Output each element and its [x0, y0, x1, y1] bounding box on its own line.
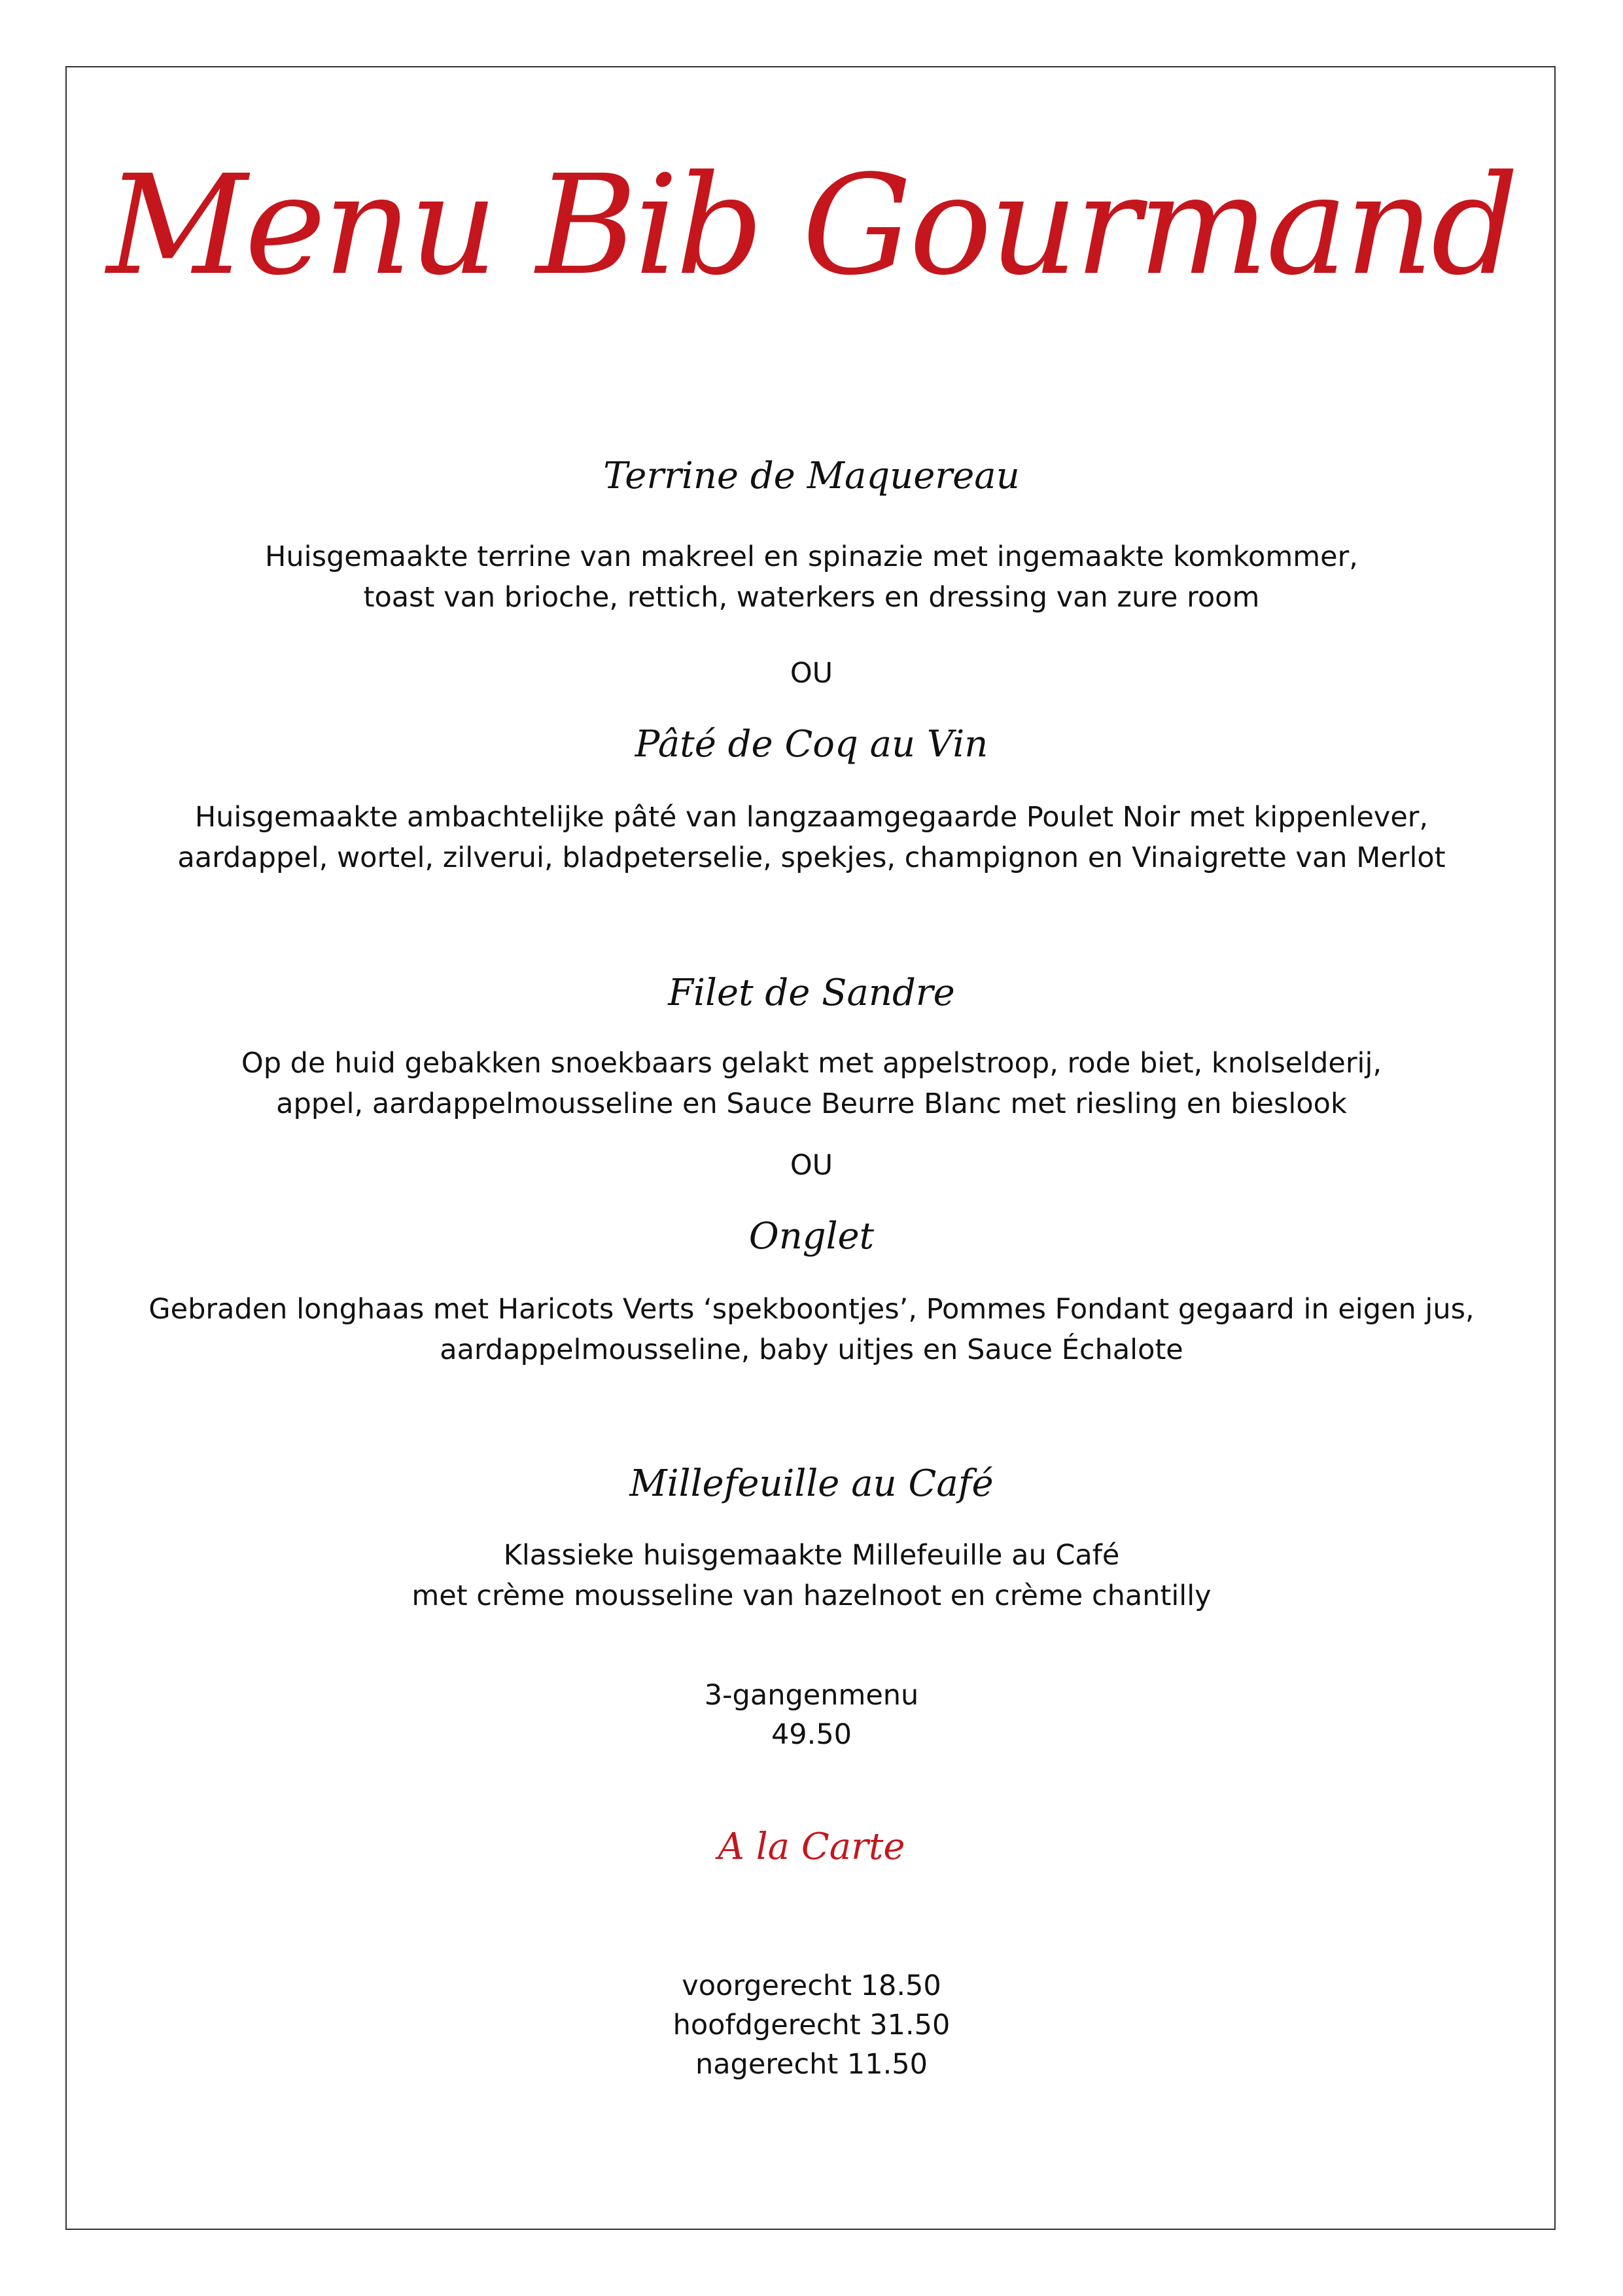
starter-or-label: OU	[790, 657, 833, 690]
a-la-carte-main-price: hoofdgerecht 31.50	[672, 2009, 951, 2041]
main-2-description-line-1: Gebraden longhaas met Haricots Verts ‘spekboontjes’, Pommes Fondant gegaard in eigen jus,	[148, 1293, 1475, 1326]
starter-1-description-line-1: Huisgemaakte terrine van makreel en spinazie met ingemaakte komkommer,	[265, 540, 1358, 573]
a-la-carte-dessert-price: nagerecht 11.50	[695, 2048, 928, 2081]
main-1-description-line-2: appel, aardappelmousseline en Sauce Beurre Blanc met riesling en bieslook	[276, 1087, 1347, 1120]
starter-2-description-line-1: Huisgemaakte ambachtelijke pâté van langzaamgegaarde Poulet Noir met kippenlever,	[194, 801, 1429, 834]
menu-title: Menu Bib Gourmand	[106, 145, 1517, 306]
menu-price-label: 3-gangenmenu	[704, 1679, 919, 1712]
starter-1-description-line-2: toast van brioche, rettich, waterkers en dressing van zure room	[363, 581, 1260, 614]
starter-2-description-line-2: aardappel, wortel, zilverui, bladpeterselie, spekjes, champignon en Vinaigrette van Merlot	[177, 841, 1446, 874]
starter-1-name: Terrine de Maquereau	[603, 455, 1020, 497]
a-la-carte-heading: A la Carte	[718, 1826, 905, 1868]
main-or-label: OU	[790, 1149, 833, 1182]
starter-2-name: Pâté de Coq au Vin	[635, 723, 988, 766]
menu-price-value: 49.50	[771, 1718, 852, 1751]
dessert-name: Millefeuille au Café	[629, 1462, 994, 1505]
dessert-description-line-2: met crème mousseline van hazelnoot en crème chantilly	[411, 1580, 1212, 1612]
a-la-carte-starter-price: voorgerecht 18.50	[682, 1969, 941, 2002]
dessert-description-line-1: Klassieke huisgemaakte Millefeuille au Café	[503, 1539, 1120, 1572]
main-1-name: Filet de Sandre	[668, 972, 955, 1014]
main-2-description-line-2: aardappelmousseline, baby uitjes en Sauce Échalote	[440, 1333, 1183, 1366]
main-2-name: Onglet	[748, 1215, 875, 1258]
main-1-description-line-1: Op de huid gebakken snoekbaars gelakt met appelstroop, rode biet, knolselderij,	[241, 1047, 1382, 1080]
